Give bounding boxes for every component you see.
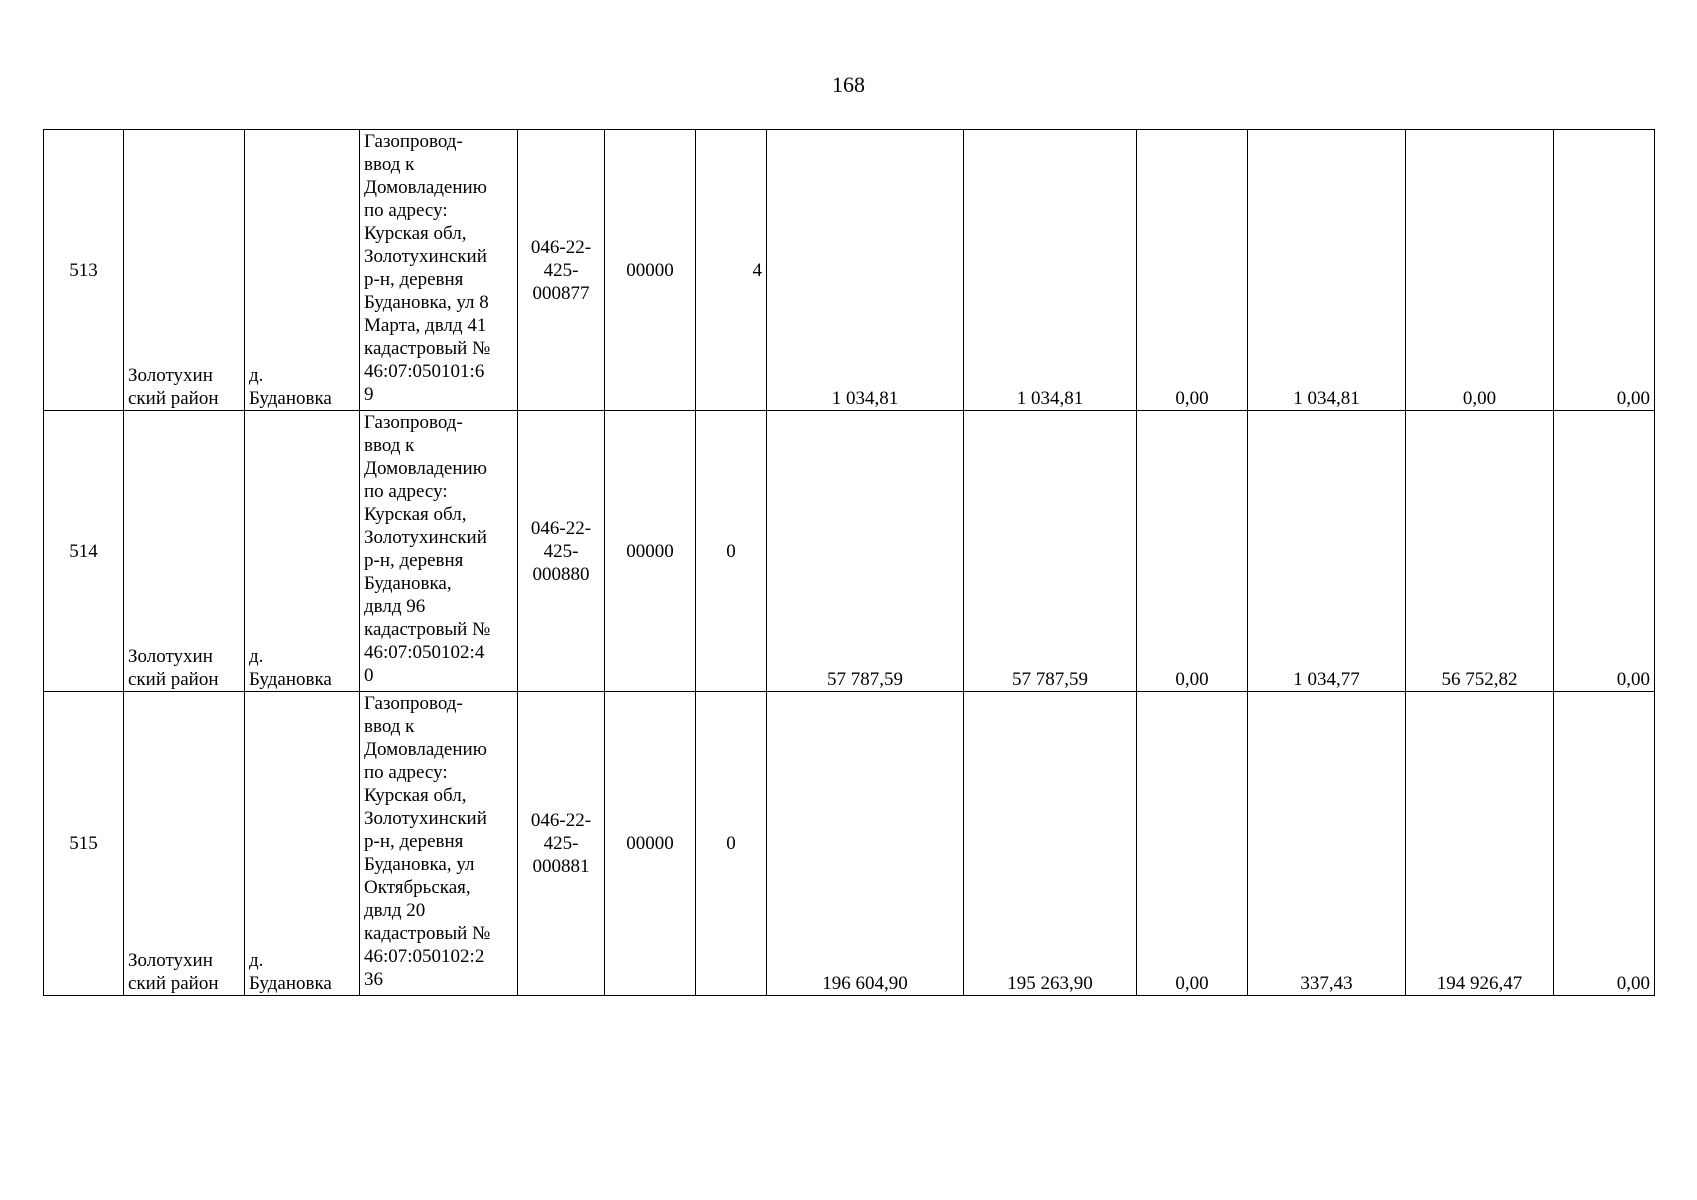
value-cell-13: 0,00 [1554, 692, 1655, 996]
value-cell-8: 1 034,81 [767, 130, 964, 411]
value-cell-12: 0,00 [1406, 130, 1554, 411]
value-cell-11: 337,43 [1248, 692, 1406, 996]
table-row [44, 130, 1655, 411]
code-suffix-cell: 00000 [605, 411, 696, 692]
district-text: Золотухин ский район [128, 646, 219, 690]
object-description-cell: Газопровод- ввод к Домовладению по адресу: Курская обл, Золотухинский р-н, деревня Будановка, двлд 96 кадастровый № 46:07:050102:4 0 [360, 411, 518, 692]
value-cell-9: 195 263,90 [964, 692, 1137, 996]
value-cell-13: 0,00 [1554, 411, 1655, 692]
registry-table [43, 129, 1655, 996]
page-number: 168 [832, 72, 865, 97]
locality-cell [245, 692, 360, 996]
code-suffix-cell: 00000 [605, 130, 696, 411]
code-suffix-cell: 00000 [605, 692, 696, 996]
locality-text: д. Будановка [249, 950, 332, 994]
locality-cell [245, 130, 360, 411]
registry-code-cell: 046-22- 425- 000881 [518, 692, 605, 996]
value-cell-10: 0,00 [1137, 411, 1248, 692]
value-cell-9: 57 787,59 [964, 411, 1137, 692]
quantity-cell: 0 [696, 692, 767, 996]
object-description-cell: Газопровод- ввод к Домовладению по адресу: Курская обл, Золотухинский р-н, деревня Будановка, ул 8 Марта, двлд 41 кадастровый № 46:07:050101:6 9 [360, 130, 518, 411]
value-cell-8: 196 604,90 [767, 692, 964, 996]
value-cell-11: 1 034,77 [1248, 411, 1406, 692]
value-cell-10: 0,00 [1137, 692, 1248, 996]
district-text: Золотухин ский район [128, 950, 219, 994]
locality-text: д. Будановка [249, 646, 332, 690]
district-cell [124, 411, 245, 692]
locality-cell [245, 411, 360, 692]
object-description-cell: Газопровод- ввод к Домовладению по адресу: Курская обл, Золотухинский р-н, деревня Будановка, ул Октябрьская, двлд 20 кадастровый № 46:07:050102:2 36 [360, 692, 518, 996]
value-cell-12: 194 926,47 [1406, 692, 1554, 996]
value-cell-13: 0,00 [1554, 130, 1655, 411]
locality-text: д. Будановка [249, 365, 332, 409]
value-cell-11: 1 034,81 [1248, 130, 1406, 411]
registry-code-cell: 046-22- 425- 000880 [518, 411, 605, 692]
row-number-cell: 515 [44, 692, 124, 996]
row-number-cell: 514 [44, 411, 124, 692]
value-cell-12: 56 752,82 [1406, 411, 1554, 692]
value-cell-10: 0,00 [1137, 130, 1248, 411]
value-cell-9: 1 034,81 [964, 130, 1137, 411]
registry-code-cell: 046-22- 425- 000877 [518, 130, 605, 411]
table-row [44, 411, 1655, 692]
district-cell [124, 692, 245, 996]
quantity-cell: 4 [696, 130, 767, 411]
district-cell [124, 130, 245, 411]
district-text: Золотухин ский район [128, 365, 219, 409]
value-cell-8: 57 787,59 [767, 411, 964, 692]
table-row [44, 692, 1655, 996]
quantity-cell: 0 [696, 411, 767, 692]
row-number-cell: 513 [44, 130, 124, 411]
